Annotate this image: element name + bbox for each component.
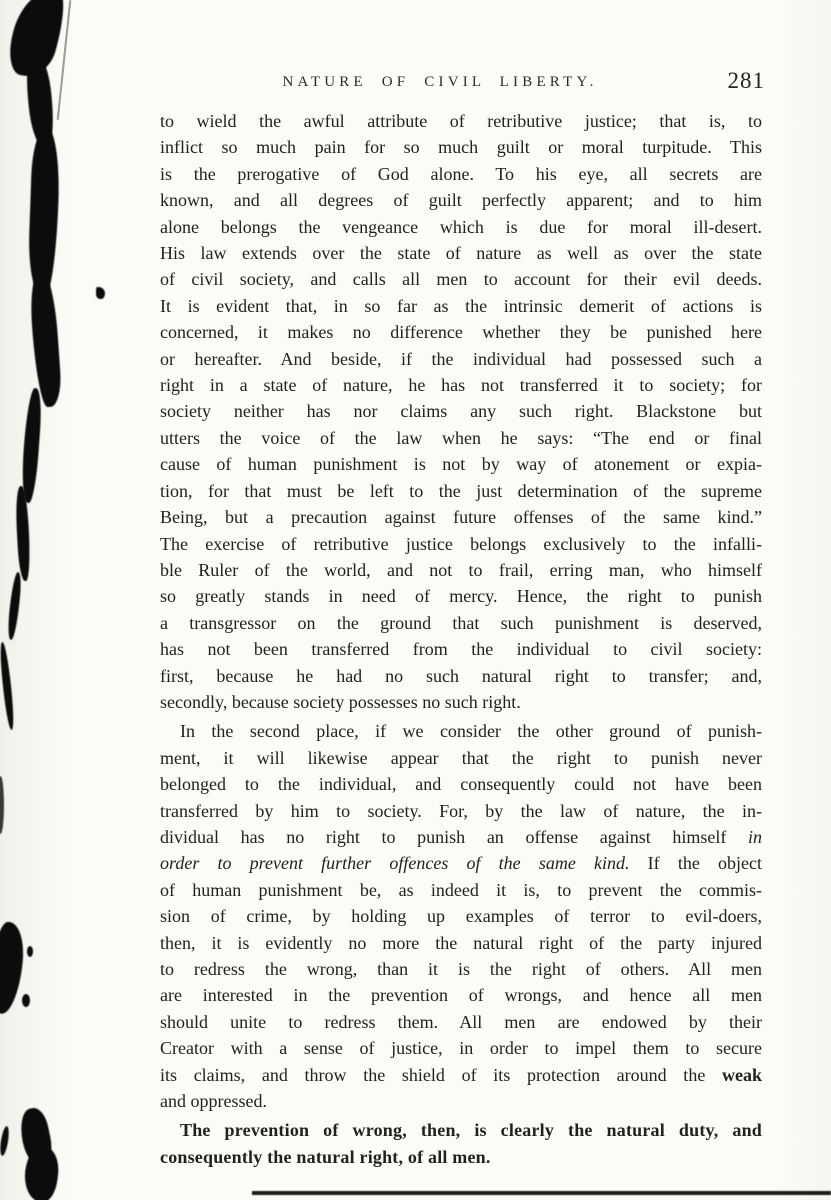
text-line (160, 557, 762, 583)
text-segment: known, and all degrees of guilt perfectly apparent; and to him (160, 190, 762, 211)
text-segment: a transgressor on the ground that such punishment is deserved, (160, 612, 762, 633)
text-line (160, 718, 762, 744)
text-segment: It is evident that, in so far as the intrinsic demerit of actions is (160, 295, 762, 316)
ink-speck (0, 1126, 10, 1157)
ink-smudge (20, 388, 43, 504)
text-line (160, 161, 762, 187)
text-line (160, 187, 762, 213)
text-segment: order to prevent further offences of the same kind. (160, 853, 630, 874)
text-segment: His law extends over the state of nature as well as over the state (160, 243, 762, 264)
text-line (160, 798, 762, 824)
text-line (160, 583, 762, 609)
text-segment: sion of crime, by holding up examples of terror to evil-doers, (160, 906, 762, 927)
text-segment: inflict so much pain for so much guilt or moral turpitude. This (160, 137, 762, 158)
ink-smudge (0, 776, 4, 834)
text-line (160, 903, 762, 929)
text-segment: transferred by him to society. For, by the law of nature, the in- (160, 800, 762, 821)
text-line (160, 1009, 762, 1035)
running-head-title: NATURE OF CIVIL LIBERTY. (282, 74, 598, 90)
text-segment: should unite to redress them. All men are endowed by their (160, 1011, 762, 1032)
text-segment: secondly, because society possesses no such right. (160, 691, 521, 712)
ink-speck (96, 287, 105, 299)
text-segment: tion, for that must be left to the just determination of the supreme (160, 480, 762, 501)
text-line (160, 1117, 762, 1143)
text-segment: in (747, 826, 762, 847)
text-segment: utters the voice of the law when he says: “The end or final (160, 427, 762, 448)
text-segment: In the second place, if we consider the other ground of punish- (180, 721, 762, 742)
text-line (160, 134, 762, 160)
text-line (160, 319, 762, 345)
text-segment: right in a state of nature, he has not transferred it to society; for (160, 375, 762, 396)
text-line (160, 293, 762, 319)
paragraph (160, 108, 762, 715)
text-line (160, 689, 762, 715)
body-text (160, 108, 762, 1170)
text-line (160, 956, 762, 982)
text-line (160, 108, 762, 134)
paragraph (160, 718, 762, 1114)
text-segment: concerned, it makes no difference whether they be punished here (160, 322, 762, 343)
text-line (160, 372, 762, 398)
text-segment: ble Ruler of the world, and not to frail, erring man, who himself (160, 559, 762, 580)
text-segment: to wield the awful attribute of retributive justice; that is, to (160, 111, 762, 131)
text-line (160, 1144, 762, 1170)
text-line (160, 425, 762, 451)
text-segment: of civil society, and calls all men to account for their evil deeds. (160, 269, 762, 290)
text-line (160, 346, 762, 372)
text-line (160, 214, 762, 240)
text-segment: belonged to the individual, and consequently could not have been (160, 774, 762, 795)
text-line (160, 982, 762, 1008)
text-line (160, 240, 762, 266)
ink-smudge (6, 572, 22, 641)
text-segment: or hereafter. And beside, if the individual had possessed such a (160, 348, 762, 369)
text-segment: of human punishment be, as indeed it is, to prevent the commis- (160, 879, 762, 900)
text-segment: and oppressed. (160, 1091, 267, 1112)
text-line (160, 451, 762, 477)
text-line (160, 531, 762, 557)
text-segment: alone belongs the vengeance which is due for moral ill-desert. (160, 216, 762, 237)
text-segment: weak (722, 1064, 762, 1085)
text-line (160, 1062, 762, 1088)
text-segment: Being, but a precaution against future offenses of the same kind.” (160, 507, 762, 528)
text-line (160, 824, 762, 850)
text-segment: society neither has nor claims any such right. Blackstone but (160, 401, 762, 422)
text-segment: cause of human punishment is not by way of atonement or expia- (160, 454, 762, 475)
paragraph (160, 1117, 762, 1170)
page-number: 281 (727, 68, 765, 93)
text-segment: Creator with a sense of justice, in order to impel them to secure (160, 1038, 762, 1059)
text-segment: The prevention of wrong, then, is clearly the natural duty, and (180, 1120, 762, 1141)
ink-speck (27, 946, 33, 957)
ink-smudge (0, 642, 16, 730)
text-segment: consequently the natural right, of all men. (160, 1146, 491, 1167)
text-line (160, 663, 762, 689)
text-segment: If the object (629, 853, 762, 874)
text-line (160, 850, 762, 876)
text-segment: has not been transferred from the individual to civil society: (160, 639, 762, 660)
text-line (160, 478, 762, 504)
text-segment: ment, it will likewise appear that the right to punish never (160, 747, 762, 768)
text-segment: first, because he had no such natural right to transfer; and, (160, 665, 762, 686)
text-line (160, 771, 762, 797)
text-segment: its claims, and throw the shield of its protection around the (160, 1064, 722, 1085)
ink-speck (22, 994, 30, 1007)
text-segment: to redress the wrong, than it is the right of others. All men (160, 959, 762, 979)
text-line (160, 1088, 762, 1114)
text-segment: dividual has no right to punish an offense against himself (160, 826, 748, 847)
text-line (160, 398, 762, 424)
bottom-scan-line (252, 1191, 831, 1195)
text-line (160, 930, 762, 956)
text-line (160, 266, 762, 292)
text-line (160, 504, 762, 530)
text-line (160, 636, 762, 662)
text-line (160, 877, 762, 903)
text-segment: so greatly stands in need of mercy. Hence, the right to punish (160, 586, 762, 607)
text-segment: is the prerogative of God alone. To his eye, all secrets are (160, 163, 762, 184)
text-line (160, 745, 762, 771)
text-segment: then, it is evidently no more the natural right of the party injured (160, 932, 762, 953)
text-segment: The exercise of retributive justice belongs exclusively to the infalli- (160, 533, 762, 554)
text-segment: are interested in the prevention of wrongs, and hence all men (160, 985, 762, 1006)
text-line (160, 1035, 762, 1061)
text-line (160, 610, 762, 636)
